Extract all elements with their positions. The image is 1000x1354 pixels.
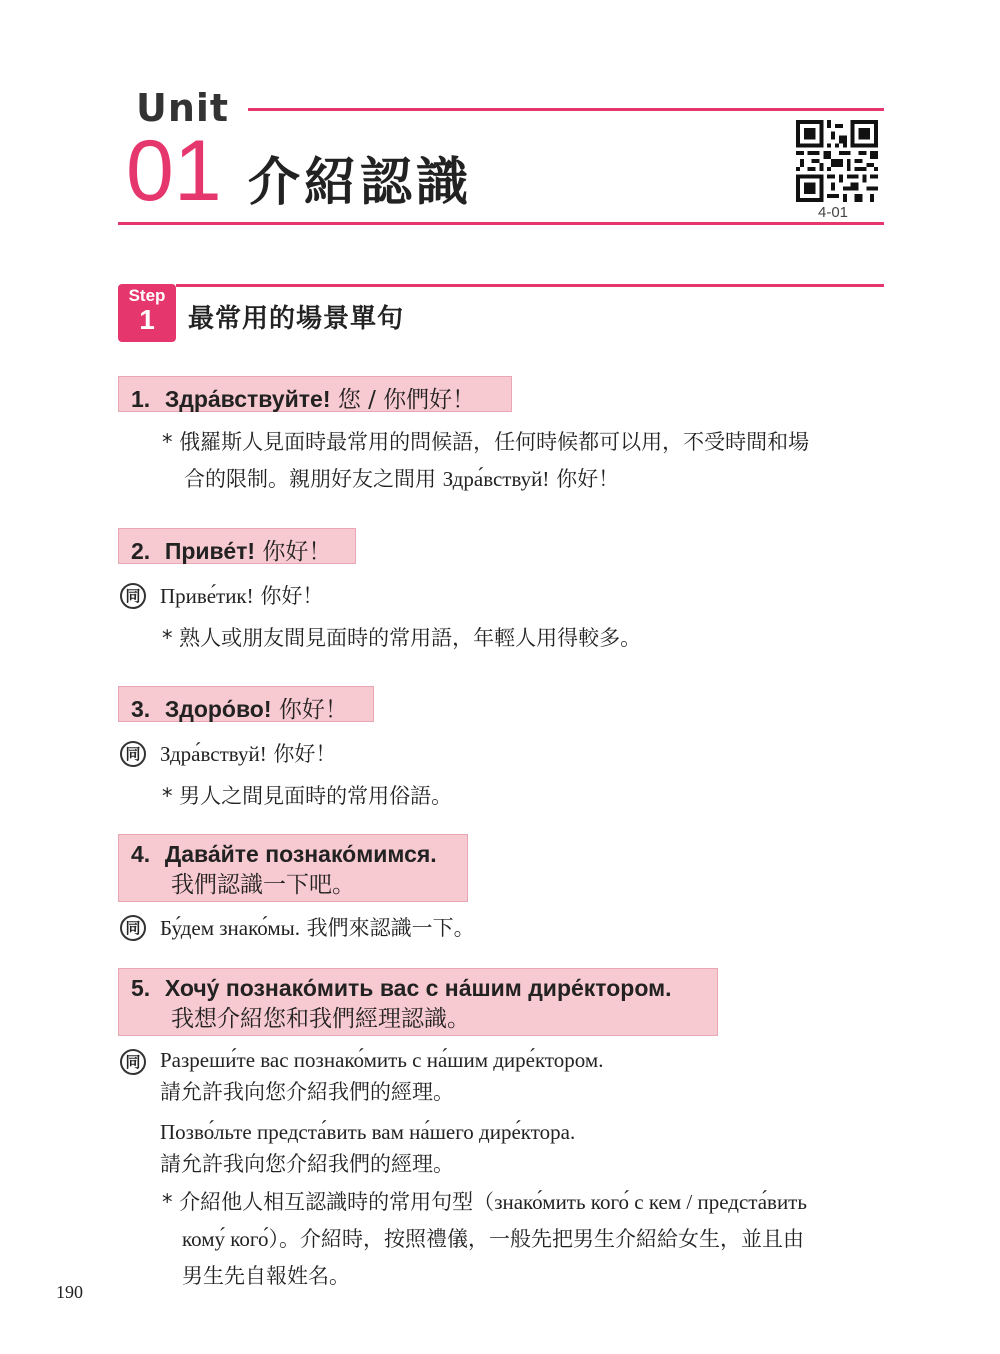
synonym-chinese: 我們來認識一下。 [300,916,475,940]
note-text: 合的限制。親朋好友之間用 [184,467,443,491]
phrase-russian: Здра́вствуйте! [164,386,331,412]
synonym-icon: 同 [120,583,146,609]
phrase-russian: Приве́т! [164,538,256,564]
note-russian: знако́мить кого́ с кем / предста́вить [494,1190,807,1214]
phrase-chinese: 你好！ [278,697,348,723]
note-line [162,1221,892,1258]
unit-title: 介紹認識 [248,153,473,213]
unit-label: Unit [136,86,230,130]
phrase-number: 3. [131,696,151,722]
synonym-russian: Бу́дем знако́мы. [160,916,300,940]
synonym-chinese: 你好！ [253,584,324,608]
usage-note: * 熟人或朋友間見面時的常用語，年輕人用得較多。 [162,626,642,650]
audio-track-code: 4-01 [818,204,849,221]
phrase-chinese: 我們認識一下吧。 [171,872,355,898]
synonym-russian: Разреши́те вас познако́мить с на́шим дире́ктором. [160,1048,604,1072]
unit-number: 01 [126,123,222,219]
note-text: 你好！ [549,467,620,491]
step-number: 1 [139,304,155,335]
synonym-chinese: 請允許我向您介紹我們的經理。 [160,1152,454,1176]
phrase-box [118,528,356,564]
phrase-number: 1. [131,386,151,412]
usage-note [162,1184,892,1295]
synonym-icon: 同 [120,1049,146,1075]
synonym-icon: 同 [120,741,146,767]
synonym-line [160,910,475,947]
phrase-chinese: 我想介紹您和我們經理認識。 [171,1006,470,1032]
phrase-number: 2. [131,538,151,564]
note-line [162,1184,892,1221]
phrase-box [118,834,468,902]
note-line: * 俄羅斯人見面時最常用的問候語，任何時候都可以用，不受時間和場 [162,430,810,454]
synonym-block [160,1044,603,1108]
phrase-russian: Здоро́во! [164,696,272,722]
note-russian: кому́ кого́ [182,1227,269,1251]
synonym-block [160,1116,575,1180]
synonym-icon: 同 [120,915,146,941]
phrase-chinese: 你好！ [262,539,332,565]
header-rule-top [248,108,884,111]
step-label: Step [128,286,166,305]
note-russian: Здра́вствуй! [442,467,550,491]
note-line: 男生先自報姓名。 [182,1264,350,1288]
synonym-line [160,578,323,615]
phrase-box [118,968,718,1036]
step-badge [118,284,176,342]
phrase-russian: Хочу́ познако́мить вас с на́шим дире́ктором. [164,975,672,1001]
phrase-box [118,686,374,722]
qr-code-icon[interactable] [796,120,878,202]
phrase-russian: Дава́йте познако́мимся. [164,841,437,867]
page-number: 190 [56,1282,83,1302]
note-line [162,461,892,498]
phrase-box [118,376,512,412]
note-text: ）。介紹時，按照禮儀，一般先把男生介紹給女生，並且由 [268,1227,805,1251]
step-title: 最常用的場景單句 [188,304,405,334]
synonym-chinese: 你好！ [266,742,337,766]
note-text: * 介紹他人相互認識時的常用句型（ [162,1190,495,1214]
usage-note [162,424,892,498]
phrase-number: 4. [131,841,151,867]
synonym-russian: Позво́льте предста́вить вам на́шего дире́ктора. [160,1120,576,1144]
usage-note: * 男人之間見面時的常用俗語。 [162,784,453,808]
synonym-russian: Приве́тик! [160,584,254,608]
phrase-chinese: 您 / 你們好！ [337,387,476,413]
step-rule [176,284,884,287]
phrase-number: 5. [131,975,151,1001]
synonym-chinese: 請允許我向您介紹我們的經理。 [160,1080,454,1104]
synonym-russian: Здра́вствуй! [160,742,267,766]
synonym-line [160,736,336,773]
header-rule-bottom [118,222,884,225]
